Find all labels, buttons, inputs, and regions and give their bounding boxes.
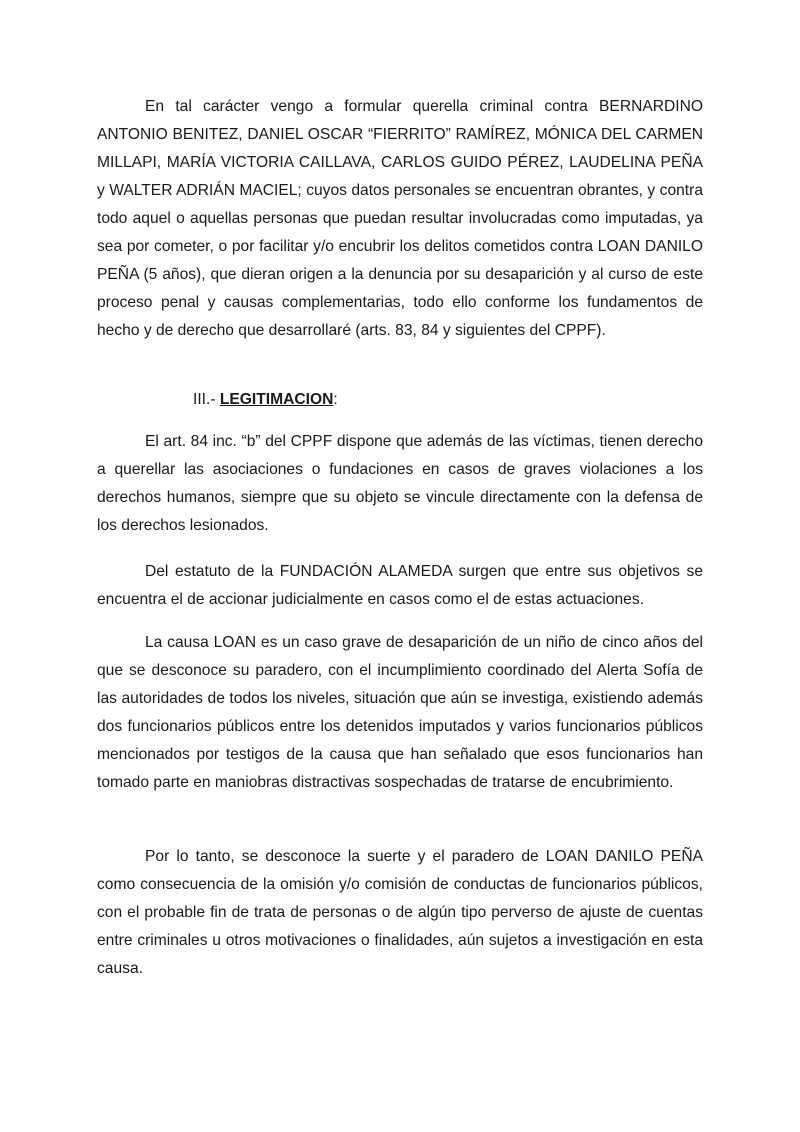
paragraph-querella: En tal carácter vengo a formular querella criminal contra BERNARDINO ANTONIO BENITEZ, DANIEL OSCAR “FIERRITO” RAMÍREZ, MÓNICA DEL CARMEN MILLAPI, MARÍA VICTORIA CAILLAVA, CARLOS GUIDO PÉREZ, LAUDELINA PEÑA y WALTER ADRIÁN MACIEL; cuyos datos personales se encuentran obrantes, y contra todo aquel o aquellas personas que puedan resultar involucradas como imputadas, ya sea por cometer, o por facilitar y/o encubrir los delitos cometidos contra LOAN DANILO PEÑA (5 años), que dieran origen a la denuncia por su desaparición y al curso de este proceso penal y causas complementarias, todo ello conforme los fundamentos de hecho y de derecho que desarrollaré (arts. 83, 84 y siguientes del CPPF). bbox=[97, 98, 703, 339]
paragraph-por-lo-tanto: Por lo tanto, se desconoce la suerte y el paradero de LOAN DANILO PEÑA como consecuencia de la omisión y/o comisión de conductas de funcionarios públicos, con el probable fin de trata de personas o de algún tipo perverso de ajuste de cuentas entre criminales u otros motivaciones o finalidades, aún sujetos a investigación en esta causa. bbox=[97, 848, 703, 977]
paragraph-art-84: El art. 84 inc. “b” del CPPF dispone que además de las víctimas, tienen derecho a querellar las asociaciones o fundaciones en casos de graves violaciones a los derechos humanos, siempre que su objeto se vincule directamente con la defensa de los derechos lesionados. bbox=[97, 433, 703, 534]
paragraph-estatuto: Del estatuto de la FUNDACIÓN ALAMEDA surgen que entre sus objetivos se encuentra el de accionar judicialmente en casos como el de estas actuaciones. bbox=[97, 563, 703, 608]
section-number: III.- bbox=[193, 391, 220, 408]
section-heading-legitimacion bbox=[193, 386, 338, 414]
section-title: LEGITIMACION bbox=[219, 391, 334, 408]
section-colon: : bbox=[333, 391, 338, 408]
paragraph-causa-loan: La causa LOAN es un caso grave de desaparición de un niño de cinco años del que se desconoce su paradero, con el incumplimiento coordinado del Alerta Sofía de las autoridades de todos los niveles, situación que aún se investiga, existiendo además dos funcionarios públicos entre los detenidos imputados y varios funcionarios públicos mencionados por testigos de la causa que han señalado que esos funcionarios han tomado parte en maniobras distractivas sospechadas de tratarse de encubrimiento. bbox=[97, 634, 703, 791]
